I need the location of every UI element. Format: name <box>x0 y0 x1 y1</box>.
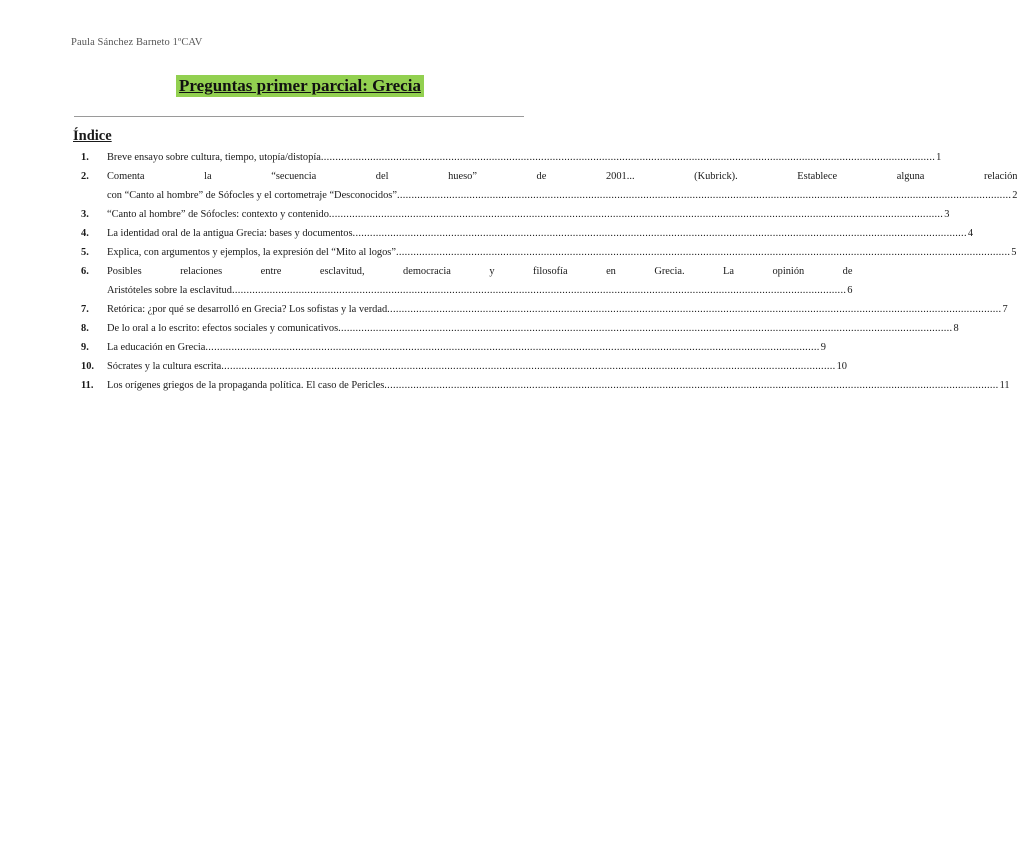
toc-item-text: Sócrates y la cultura escrita <box>107 361 222 372</box>
toc-item[interactable] <box>81 376 1010 395</box>
title-divider <box>74 116 524 117</box>
toc-leader-dots <box>338 319 952 338</box>
toc-item-text: Posibles relaciones entre esclavitud, democracia y filosofía en Grecia. La opinión de <box>107 266 853 277</box>
toc-item-number: 11. <box>81 380 94 391</box>
toc-item-number: 9. <box>81 342 89 353</box>
toc-item-text: Explica, con argumentos y ejemplos, la expresión del “Mito al logos” <box>107 247 396 258</box>
toc-leader-dots <box>397 186 1011 205</box>
toc-page-number: 8 <box>953 323 959 334</box>
toc-item[interactable] <box>81 148 942 167</box>
toc-item-text: Retórica: ¿por qué se desarrolló en Grecia? Los sofistas y la verdad <box>107 304 388 315</box>
toc-item-number: 10. <box>81 361 94 372</box>
toc-page-number: 6 <box>847 285 853 296</box>
toc-item-number: 5. <box>81 247 89 258</box>
toc-page-number: 4 <box>967 228 974 239</box>
toc-item[interactable] <box>81 319 959 338</box>
toc-item-number: 8. <box>81 323 89 334</box>
toc-item-number: 4. <box>81 228 89 239</box>
toc-leader-dots <box>396 243 1010 262</box>
toc-page-number: 3 <box>944 209 950 220</box>
toc-item-text: La educación en Grecia <box>107 342 206 353</box>
toc-page-number: 11 <box>999 380 1010 391</box>
toc-leader-dots <box>353 224 967 243</box>
toc-leader-dots <box>232 281 846 300</box>
toc-item-text: con “Canto al hombre” de Sófocles y el cortometraje “Desconocidos” <box>107 190 397 201</box>
toc-item[interactable] <box>81 262 853 300</box>
toc-item-text: Breve ensayo sobre cultura, tiempo, utopía/distopía <box>107 152 321 163</box>
toc-item-number: 7. <box>81 304 89 315</box>
toc-item[interactable] <box>81 224 974 243</box>
page-header-author: Paula Sánchez Barneto 1ºCAV <box>71 37 203 48</box>
toc-leader-dots <box>387 300 1001 319</box>
toc-page-number: 9 <box>820 342 826 353</box>
toc-item-number: 2. <box>81 171 89 182</box>
toc-leader-dots <box>205 338 819 357</box>
toc-page-number: 10 <box>836 361 847 372</box>
toc-leader-dots <box>329 205 943 224</box>
toc-leader-dots <box>384 376 998 395</box>
toc-item[interactable] <box>81 243 1017 262</box>
toc-item[interactable] <box>81 357 847 376</box>
toc-item-text: Los orígenes griegos de la propaganda política. El caso de Pericles <box>107 380 385 391</box>
toc-leader-dots <box>321 148 935 167</box>
toc-item-number: 3. <box>81 209 89 220</box>
toc-page-number: 7 <box>1002 304 1008 315</box>
document-title: Preguntas primer parcial: Grecia <box>176 75 424 97</box>
toc-item[interactable] <box>81 300 1008 319</box>
toc-item[interactable] <box>81 205 950 224</box>
toc-item-text: Comenta la “secuencia del hueso” de 2001... (Kubrick). Establece alguna relación <box>107 171 1017 182</box>
toc-item[interactable] <box>81 167 1017 205</box>
toc-item-text: “Canto al hombre” de Sófocles: contexto y contenido <box>107 209 329 220</box>
toc-item-text: La identidad oral de la antigua Grecia: bases y documentos <box>107 228 353 239</box>
index-heading: Índice <box>73 128 112 144</box>
toc-item-text: Aristóteles sobre la esclavitud <box>107 285 232 296</box>
toc-leader-dots <box>221 357 835 376</box>
table-of-contents <box>81 148 1017 395</box>
title-container <box>0 75 600 97</box>
toc-item-number: 1. <box>81 152 89 163</box>
toc-page-number: 1 <box>936 152 942 163</box>
toc-item-number: 6. <box>81 266 89 277</box>
toc-item[interactable] <box>81 338 826 357</box>
toc-page-number: 2 <box>1012 190 1017 201</box>
toc-page-number: 5 <box>1011 247 1017 258</box>
toc-item-text: De lo oral a lo escrito: efectos sociales y comunicativos <box>107 323 339 334</box>
